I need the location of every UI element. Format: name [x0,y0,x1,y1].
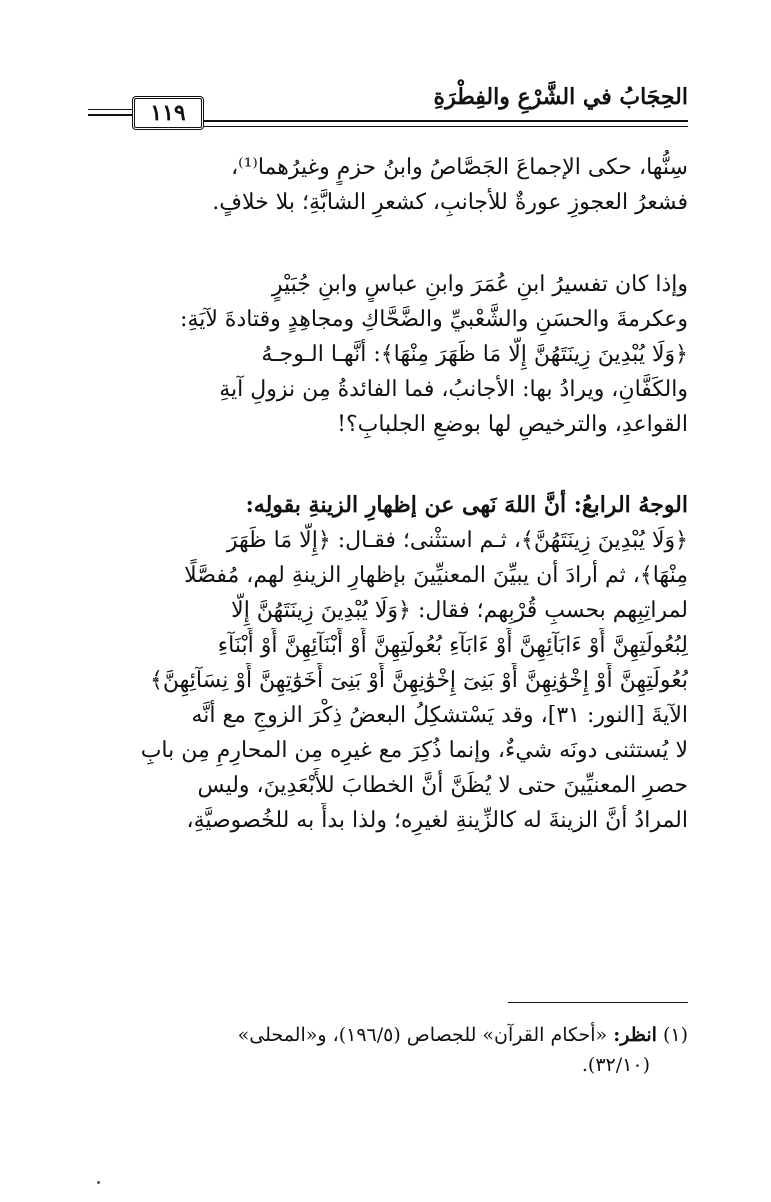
text-line: حصرِ المعنيِّينَ حتى لا يُظَنَّ أنَّ الخطابَ للأَبْعَدِينَ، وليس [197,773,688,798]
text-line: مِنْهَا﴾، ثم أرادَ أن يبيِّنَ المعنيِّينَ بإظهارِ الزينةِ لهم، مُفصَّلًا [184,563,688,588]
text-line: ﴿وَلَا يُبْدِينَ زِينَتَهُنَّ إِلَّا مَا ظَهَرَ مِنْهَا﴾: أنَّهـا الـوجـهُ [261,342,688,367]
footnote-label: انظر: [613,1024,657,1046]
paragraph-3 [88,488,688,838]
text-line: لا يُستثنى دونَه شيءٌ، وإنما ذُكِرَ مع غيرِه مِن المحارِمِ مِن بابِ [140,738,688,763]
footnote-continuation: (٣٢/١٠). [581,1054,650,1076]
header-rule-right [204,120,688,127]
footnote-1 [88,1020,688,1050]
page-number: ١١٩ [150,100,186,126]
text-line: وعكرمةَ والحسَنِ والشَّعْبيِّ والضَّحَّاكِ ومجاهِدٍ وقتادةَ لآيَةِ: [180,307,688,332]
text-line: الوجهُ الرابعُ: أنَّ اللهَ نَهى عن إظهارِ الزينةِ بقولِه: [245,492,688,518]
text-line: الآيةَ [النور: ٣١]، وقد يَسْتشكِلُ البعضُ ذِكْرَ الزوجِ مع أنَّه [191,703,688,728]
text-line: وإذا كان تفسيرُ ابنِ عُمَرَ وابنِ عباسٍ وابنِ جُبَيْرٍ [271,272,688,297]
page-header [88,82,688,130]
footnote-text: «أحكام القرآن» للجصاص (١٩٦/٥)، و«المحلى» [237,1024,608,1046]
footnote-separator [508,1002,688,1003]
text-line: سِنُّها، حكى الإجماعَ الجَصَّاصُ وابنُ حزمٍ وغيرُهما⁽¹⁾، [231,155,688,180]
text-line: ﴿وَلَا يُبْدِينَ زِينَتَهُنَّ﴾، ثـم استثْنى؛ فقـال: ﴿إِلَّا مَا ظَهَرَ [226,528,688,553]
footnote-marker: (١) [662,1024,688,1046]
scan-speck [97,1181,100,1184]
paragraph-1 [88,150,688,220]
text-line: القواعدِ، والترخيصِ لها بوضعِ الجلبابِ؟! [337,412,688,437]
text-line: فشعرُ العجوزِ عورةٌ للأجانبِ، كشعرِ الشابَّةِ؛ بلا خلافٍ. [212,190,688,215]
text-line: المرادُ أنَّ الزينةَ له كالزِّينةِ لغيرِه؛ ولذا بدأَ به للخُصوصيَّةِ، [186,808,688,833]
text-line: بُعُولَتِهِنَّ أَوْ إِخْوَٰنِهِنَّ أَوْ بَنِىٓ إِخْوَٰنِهِنَّ أَوْ بَنِىٓ أَخَوَٰتِهِنَّ أَوْ نِسَآئِهِنَّ﴾ [149,668,688,693]
text-line: والكَفَّانِ، ويرادُ بها: الأجانبُ، فما الفائدةُ مِن نزولِ آيةِ [219,377,688,402]
text-line: لِبُعُولَتِهِنَّ أَوْ ءَابَآئِهِنَّ أَوْ ءَابَآءِ بُعُولَتِهِنَّ أَوْ أَبْنَآئِهِنَّ أَوْ أَبْنَآءِ [217,633,688,658]
text-line: لمراتِبِهم بحسبِ قُرْبِهم؛ فقال: ﴿وَلَا يُبْدِينَ زِينَتَهُنَّ إِلَّا [231,598,688,623]
page-number-box [132,96,204,130]
running-title: الحِجَابُ في الشَّرْعِ والفِطْرَةِ [433,84,688,110]
header-rule-left [88,109,132,116]
footnotes [88,1020,688,1080]
paragraph-2 [88,267,688,442]
